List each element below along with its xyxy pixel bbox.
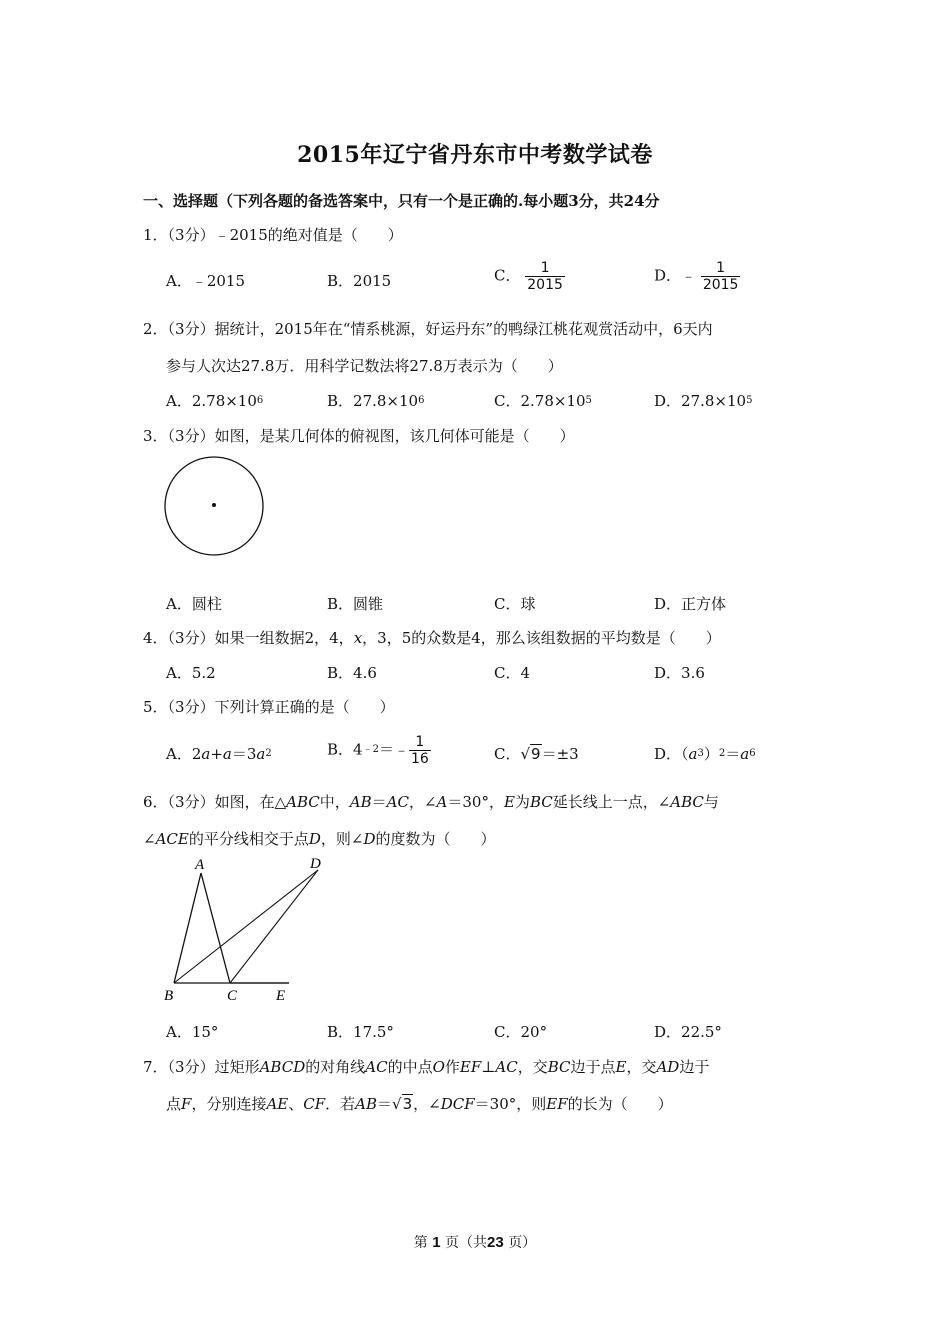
stem-text: 的平分线相交于点 bbox=[188, 830, 309, 848]
page-number: 1 bbox=[432, 1234, 441, 1251]
stem-text: 为 bbox=[514, 793, 530, 811]
paren: ） bbox=[703, 745, 719, 763]
stem-text: 的中点 bbox=[387, 1058, 433, 1076]
exponent: 2 bbox=[265, 748, 272, 759]
variable: DCF bbox=[440, 1095, 475, 1113]
denominator: 16 bbox=[410, 751, 429, 767]
q2-stem-line2: 参与人次达27.8万．用科学记数法将27.8万表示为（ ） bbox=[166, 357, 563, 375]
exponent: 6 bbox=[418, 395, 425, 406]
q2-stem-line1: 2．（3分）据统计，2015年在“情系桃源，好运丹东”的鸭绿江桃花观赏活动中，6天内 bbox=[143, 320, 713, 338]
equals: ＝﹣ bbox=[378, 740, 409, 759]
stem-text: 作 bbox=[444, 1058, 460, 1076]
stem-text: ＝30°，则 bbox=[474, 1095, 547, 1113]
stem-text: 4．（3分）如果一组数据2，4， bbox=[143, 629, 354, 647]
option-text: A．2.78×10 bbox=[166, 392, 257, 410]
variable: a bbox=[201, 745, 211, 763]
stem-text: 7．（3分）过矩形 bbox=[143, 1058, 260, 1076]
operator: + bbox=[210, 745, 223, 763]
q4-stem bbox=[143, 627, 721, 648]
option-text: B．27.8×10 bbox=[327, 392, 419, 410]
q6-stem-line1 bbox=[143, 791, 719, 812]
variable: ABC bbox=[286, 793, 320, 811]
stem-text: ∠ bbox=[143, 830, 156, 848]
stem-text: ，3，5的众数是4，那么该组数据的平均数是（ ） bbox=[362, 629, 721, 647]
option-text: D．27.8×10 bbox=[654, 392, 747, 410]
q5-option-d bbox=[654, 743, 756, 764]
square-root: √3 bbox=[392, 1095, 413, 1113]
option-label: C． bbox=[494, 745, 521, 763]
equals: ＝±3 bbox=[541, 745, 579, 763]
q1-option-a: A．﹣2015 bbox=[166, 272, 246, 290]
exponent: 5 bbox=[746, 395, 753, 406]
variable: a bbox=[222, 745, 232, 763]
radicand: 9 bbox=[531, 745, 541, 763]
variable: ABC bbox=[670, 793, 704, 811]
q4-option-b: B．4.6 bbox=[327, 664, 377, 682]
label-d: D bbox=[310, 856, 321, 872]
exponent: 3 bbox=[697, 748, 704, 759]
q4-option-c: C．4 bbox=[494, 664, 531, 682]
variable: AE bbox=[266, 1095, 289, 1113]
variable: AC bbox=[365, 1058, 388, 1076]
variable: a bbox=[256, 745, 266, 763]
variable: ABCD bbox=[259, 1058, 306, 1076]
q3-stem: 3．（3分）如图，是某几何体的俯视图，该几何体可能是（ ） bbox=[143, 427, 575, 445]
variable: EF bbox=[546, 1095, 568, 1113]
variable: a bbox=[688, 745, 698, 763]
stem-text: ．若 bbox=[325, 1095, 356, 1113]
fraction bbox=[701, 260, 741, 293]
q3-option-d: D．正方体 bbox=[654, 595, 727, 613]
equals: ＝ bbox=[725, 745, 741, 763]
q1-option-c bbox=[494, 260, 565, 293]
segment-ac bbox=[201, 873, 230, 983]
exam-title: 2015年辽宁省丹东市中考数学试卷 bbox=[297, 142, 653, 168]
stem-text: 边于点 bbox=[570, 1058, 616, 1076]
fraction bbox=[525, 260, 565, 293]
variable: E bbox=[615, 1058, 627, 1076]
option-label: B．4 bbox=[327, 740, 363, 759]
q1-stem: 1．（3分）﹣2015的绝对值是（ ） bbox=[143, 226, 403, 244]
q5-stem: 5．（3分）下列计算正确的是（ ） bbox=[143, 698, 395, 716]
q6-stem-line2 bbox=[143, 828, 496, 849]
denominator: 2015 bbox=[702, 277, 739, 293]
stem-text: ＝30°， bbox=[447, 793, 504, 811]
q2-option-b bbox=[327, 390, 424, 411]
stem-text: 中， bbox=[319, 793, 350, 811]
variable: BC bbox=[547, 1058, 571, 1076]
q4-option-a: A．5.2 bbox=[166, 664, 216, 682]
variable: BC bbox=[529, 793, 553, 811]
variable: AC bbox=[386, 793, 409, 811]
stem-text: ，则∠ bbox=[320, 830, 364, 848]
q3-option-b: B．圆锥 bbox=[327, 595, 384, 613]
q1-option-d bbox=[654, 260, 740, 293]
variable: CF bbox=[303, 1095, 326, 1113]
segment-cd bbox=[230, 870, 318, 983]
footer-text: 第 bbox=[413, 1235, 428, 1251]
label-a: A bbox=[195, 857, 205, 873]
center-point bbox=[212, 503, 216, 507]
stem-text: 与 bbox=[703, 793, 719, 811]
q6-option-b: B．17.5° bbox=[327, 1023, 394, 1041]
segment-ab bbox=[174, 873, 201, 983]
numerator: 1 bbox=[540, 260, 550, 276]
section-heading: 一、选择题（下列各题的备选答案中，只有一个是正确的.每小题3分，共24分 bbox=[143, 192, 660, 210]
numerator: 1 bbox=[716, 260, 726, 276]
variable: ACE bbox=[155, 830, 189, 848]
option-label: D．（ bbox=[654, 745, 689, 763]
label-b: B bbox=[164, 988, 174, 1004]
stem-text: 的度数为（ ） bbox=[375, 830, 496, 848]
stem-text: 点 bbox=[166, 1095, 182, 1113]
radicand: 3 bbox=[402, 1095, 413, 1113]
segment-bd bbox=[174, 870, 318, 983]
variable: D bbox=[308, 830, 321, 848]
exponent: 5 bbox=[585, 395, 592, 406]
q6-option-d: D．22.5° bbox=[654, 1023, 722, 1041]
variable: a bbox=[740, 745, 750, 763]
stem-text: 、 bbox=[288, 1095, 304, 1113]
variable: AB bbox=[349, 793, 372, 811]
stem-text: 延长线上一点，∠ bbox=[552, 793, 671, 811]
footer-text: 页） bbox=[508, 1235, 537, 1251]
exponent: 6 bbox=[749, 748, 756, 759]
stem-text: ＝ bbox=[371, 793, 387, 811]
variable: AD bbox=[656, 1058, 680, 1076]
q3-top-view-figure bbox=[160, 452, 270, 562]
stem-text: ，交 bbox=[626, 1058, 657, 1076]
q3-option-a: A．圆柱 bbox=[166, 595, 222, 613]
stem-text: 边于 bbox=[679, 1058, 710, 1076]
stem-text: ，∠ bbox=[413, 1095, 441, 1113]
variable: AC bbox=[495, 1058, 518, 1076]
exponent: ﹣2 bbox=[362, 743, 379, 755]
q6-triangle-figure bbox=[158, 852, 338, 1007]
option-label: C． bbox=[494, 266, 521, 285]
q2-option-a bbox=[166, 390, 263, 411]
variable: x bbox=[353, 629, 363, 647]
stem-text: ，交 bbox=[517, 1058, 548, 1076]
stem-text: 6．（3分）如图，在△ bbox=[143, 793, 287, 811]
option-text: C．2.78×10 bbox=[494, 392, 586, 410]
stem-text: 的长为（ ） bbox=[567, 1095, 673, 1113]
page-footer bbox=[0, 1232, 950, 1252]
label-e: E bbox=[276, 988, 286, 1004]
exponent: 6 bbox=[256, 395, 264, 406]
q7-stem-line1 bbox=[143, 1056, 709, 1077]
fraction bbox=[409, 734, 431, 767]
variable: O bbox=[432, 1058, 445, 1076]
stem-text: ＝ bbox=[377, 1095, 393, 1113]
numerator: 1 bbox=[415, 734, 425, 750]
q1-option-b: B．2015 bbox=[327, 272, 392, 290]
stem-text: 的对角线 bbox=[305, 1058, 366, 1076]
q6-option-c: C．20° bbox=[494, 1023, 548, 1041]
stem-text: ，∠ bbox=[408, 793, 437, 811]
option-label: D．﹣ bbox=[654, 266, 697, 285]
q5-option-a bbox=[166, 743, 272, 764]
footer-text: 页（共 bbox=[445, 1235, 488, 1251]
exponent: 2 bbox=[718, 748, 726, 759]
total-pages: 23 bbox=[487, 1234, 504, 1251]
variable: F bbox=[181, 1095, 192, 1113]
label-c: C bbox=[227, 988, 238, 1004]
variable: AB bbox=[355, 1095, 378, 1113]
square-root: √9 bbox=[520, 745, 541, 763]
denominator: 2015 bbox=[527, 277, 563, 293]
stem-text: ⊥ bbox=[481, 1058, 496, 1076]
q4-option-d: D．3.6 bbox=[654, 664, 705, 682]
q2-option-d bbox=[654, 390, 752, 411]
variable: E bbox=[503, 793, 515, 811]
q5-option-b bbox=[327, 734, 431, 767]
variable: A bbox=[436, 793, 448, 811]
q6-option-a: A．15° bbox=[166, 1023, 219, 1041]
variable: EF bbox=[459, 1058, 482, 1076]
variable: D bbox=[363, 830, 376, 848]
q2-option-c bbox=[494, 390, 592, 411]
option-label: A．2 bbox=[166, 745, 202, 763]
stem-text: ，分别连接 bbox=[191, 1095, 267, 1113]
q5-option-c bbox=[494, 743, 579, 764]
q7-stem-line2 bbox=[166, 1093, 673, 1114]
equals: ＝3 bbox=[231, 745, 257, 763]
q3-option-c: C．球 bbox=[494, 595, 536, 613]
